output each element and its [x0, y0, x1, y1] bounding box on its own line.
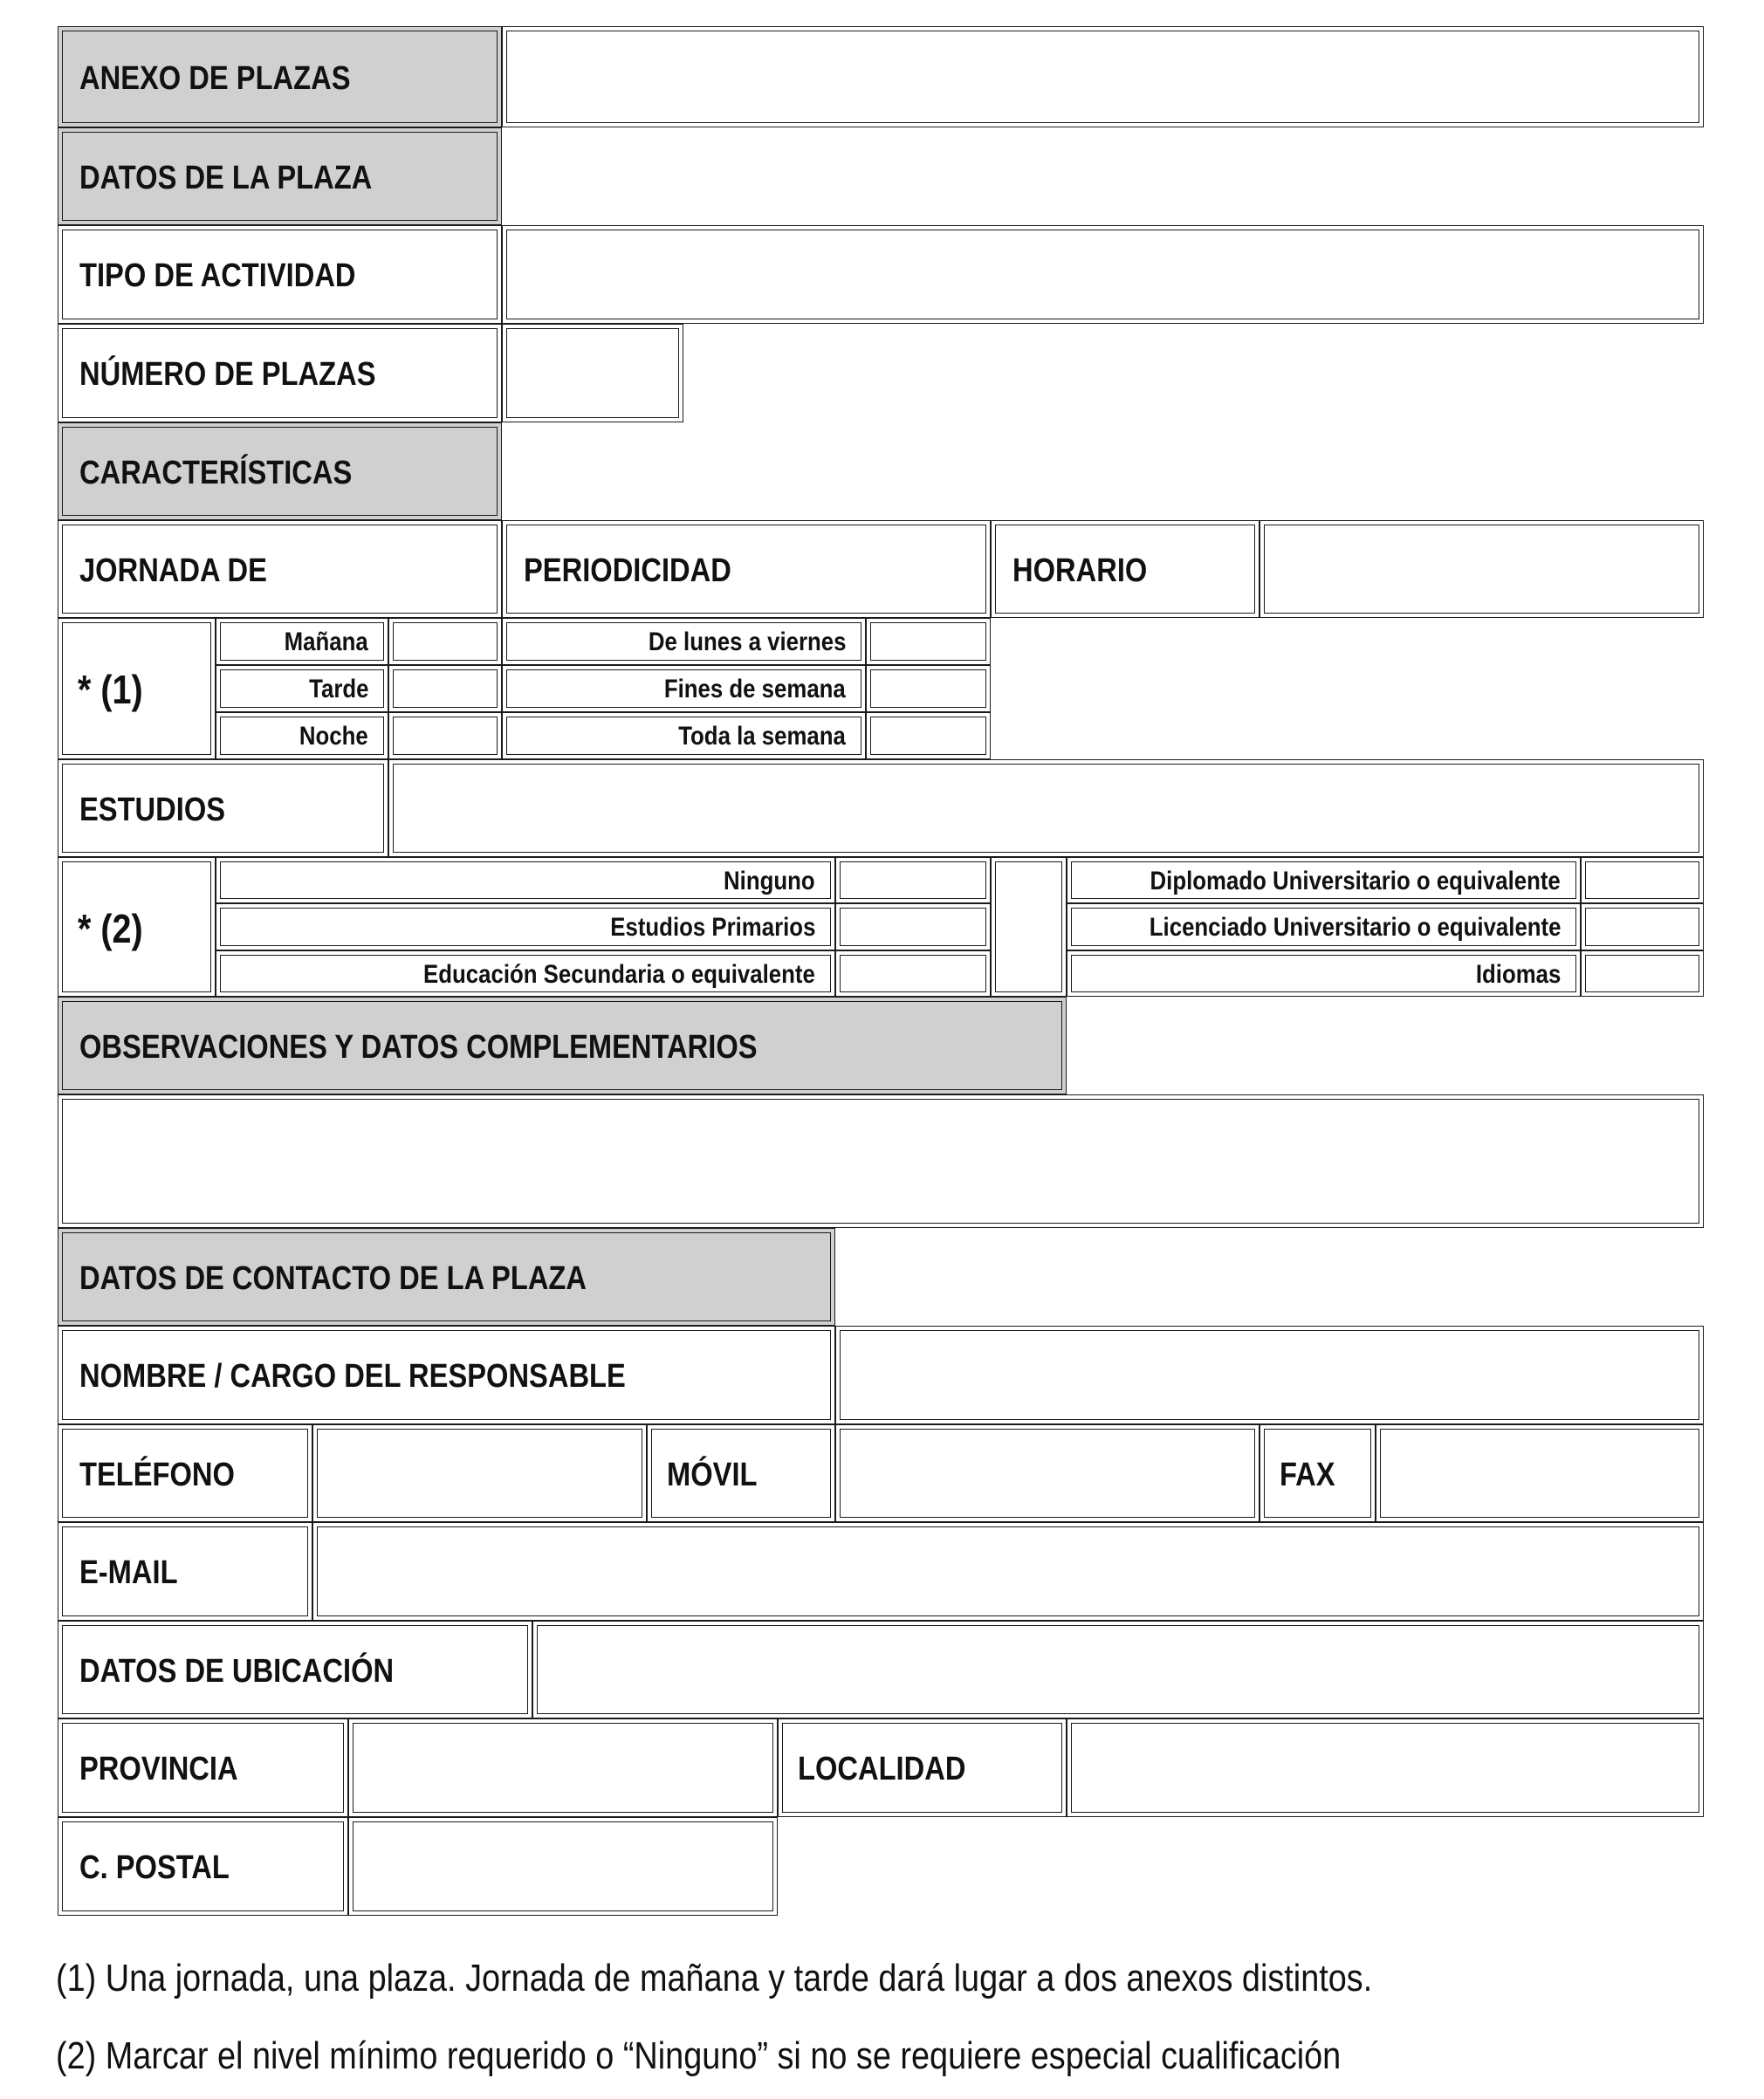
jornada-option-noche [216, 712, 388, 759]
horario-label-cell [991, 520, 1260, 618]
jornada-option-tarde [216, 665, 388, 712]
movil-label: MÓVIL [667, 1457, 758, 1493]
responsable-label: NOMBRE / CARGO DEL RESPONSABLE [79, 1358, 626, 1395]
estudios-option-licenciado [1067, 903, 1581, 950]
jornada-option-label: Mañana [284, 628, 368, 656]
fax-field[interactable] [1376, 1424, 1704, 1522]
periodicidad-option-label: Toda la semana [678, 722, 846, 751]
email-label-cell [58, 1522, 312, 1621]
periodicidad-option-lunes-viernes [502, 618, 866, 665]
telefono-field[interactable] [312, 1424, 647, 1522]
periodicidad-option-label: De lunes a viernes [648, 628, 846, 656]
estudios-option-primarios [216, 903, 835, 950]
provincia-field[interactable] [348, 1718, 778, 1817]
ubicacion-label: DATOS DE UBICACIÓN [79, 1653, 395, 1690]
estudios-option-label: Estudios Primarios [609, 913, 815, 942]
footnote-1: (1) Una jornada, una plaza. Jornada de mañana y tarde dará lugar a dos anexos distintos. [56, 1957, 1373, 2000]
estudios-label-cell [58, 759, 388, 857]
estudios-checkbox-primarios[interactable] [835, 903, 991, 950]
datos-plaza-title: DATOS DE LA PLAZA [79, 160, 373, 196]
fax-label-cell [1260, 1424, 1376, 1522]
caracteristicas-title: CARACTERÍSTICAS [79, 455, 353, 491]
contacto-title-cell [58, 1228, 835, 1326]
anexo-field[interactable] [502, 26, 1704, 127]
footnote-2: (2) Marcar el nivel mínimo requerido o “Ninguno” si no se requiere especial cualificación [56, 2034, 1342, 2077]
mark2-cell [58, 857, 216, 997]
estudios-label: ESTUDIOS [79, 792, 226, 828]
anexo-title-cell [58, 26, 502, 127]
periodicidad-option-label: Fines de semana [664, 675, 846, 703]
movil-field[interactable] [835, 1424, 1260, 1522]
estudios-checkbox-licenciado[interactable] [1581, 903, 1704, 950]
estudios-checkbox-diplomado[interactable] [1581, 857, 1704, 903]
estudios-option-secundaria [216, 950, 835, 997]
estudios-option-ninguno [216, 857, 835, 903]
mark1: * (1) [78, 667, 143, 712]
contacto-title: DATOS DE CONTACTO DE LA PLAZA [79, 1260, 587, 1297]
tipo-actividad-label: TIPO DE ACTIVIDAD [79, 257, 356, 294]
estudios-option-label: Diplomado Universitario o equivalente [1150, 867, 1561, 895]
tipo-actividad-label-cell [58, 225, 502, 324]
numero-plazas-label: NÚMERO DE PLAZAS [79, 356, 376, 393]
estudios-checkbox-ninguno[interactable] [835, 857, 991, 903]
estudios-checkbox-idiomas[interactable] [1581, 950, 1704, 997]
estudios-option-label: Idiomas [1475, 960, 1561, 989]
periodicidad-checkbox-lunes-viernes[interactable] [866, 618, 991, 665]
ubicacion-label-cell [58, 1621, 532, 1718]
periodicidad-label: PERIODICIDAD [524, 552, 731, 589]
tipo-actividad-field[interactable] [502, 225, 1704, 324]
estudios-spacer [991, 857, 1067, 997]
provincia-label-cell [58, 1718, 348, 1817]
periodicidad-option-toda-semana [502, 712, 866, 759]
email-label: E-MAIL [79, 1554, 178, 1591]
localidad-field[interactable] [1067, 1718, 1704, 1817]
telefono-label-cell [58, 1424, 312, 1522]
datos-plaza-title-cell [58, 127, 502, 225]
responsable-label-cell [58, 1326, 835, 1424]
periodicidad-label-cell [502, 520, 991, 618]
numero-plazas-field[interactable] [502, 324, 683, 422]
jornada-option-manana [216, 618, 388, 665]
email-field[interactable] [312, 1522, 1704, 1621]
observaciones-title: OBSERVACIONES Y DATOS COMPLEMENTARIOS [79, 1029, 758, 1066]
movil-label-cell [647, 1424, 835, 1522]
responsable-field[interactable] [835, 1326, 1704, 1424]
observaciones-title-cell [58, 997, 1067, 1094]
jornada-label: JORNADA DE [79, 552, 267, 589]
estudios-field[interactable] [388, 759, 1704, 857]
localidad-label: LOCALIDAD [798, 1751, 966, 1787]
estudios-checkbox-secundaria[interactable] [835, 950, 991, 997]
cpostal-label: C. POSTAL [79, 1849, 230, 1886]
observaciones-field[interactable] [58, 1094, 1704, 1228]
jornada-option-label: Noche [299, 722, 368, 751]
localidad-label-cell [778, 1718, 1067, 1817]
periodicidad-option-fines-semana [502, 665, 866, 712]
mark2: * (2) [78, 906, 143, 951]
fax-label: FAX [1280, 1457, 1335, 1493]
periodicidad-checkbox-toda-semana[interactable] [866, 712, 991, 759]
cpostal-field[interactable] [348, 1817, 778, 1916]
estudios-option-label: Licenciado Universitario o equivalente [1149, 913, 1561, 942]
caracteristicas-title-cell [58, 422, 502, 520]
horario-field[interactable] [1260, 520, 1704, 618]
numero-plazas-label-cell [58, 324, 502, 422]
jornada-checkbox-noche[interactable] [388, 712, 502, 759]
anexo-title: ANEXO DE PLAZAS [79, 60, 351, 97]
estudios-option-diplomado [1067, 857, 1581, 903]
ubicacion-field[interactable] [532, 1621, 1704, 1718]
cpostal-label-cell [58, 1817, 348, 1916]
provincia-label: PROVINCIA [79, 1751, 238, 1787]
jornada-option-label: Tarde [308, 675, 368, 703]
telefono-label: TELÉFONO [79, 1457, 235, 1493]
mark1-cell [58, 618, 216, 759]
estudios-option-label: Educación Secundaria o equivalente [423, 960, 815, 989]
jornada-checkbox-tarde[interactable] [388, 665, 502, 712]
estudios-option-idiomas [1067, 950, 1581, 997]
horario-label: HORARIO [1012, 552, 1148, 589]
estudios-option-label: Ninguno [724, 867, 815, 895]
jornada-label-cell [58, 520, 502, 618]
jornada-checkbox-manana[interactable] [388, 618, 502, 665]
periodicidad-checkbox-fines-semana[interactable] [866, 665, 991, 712]
